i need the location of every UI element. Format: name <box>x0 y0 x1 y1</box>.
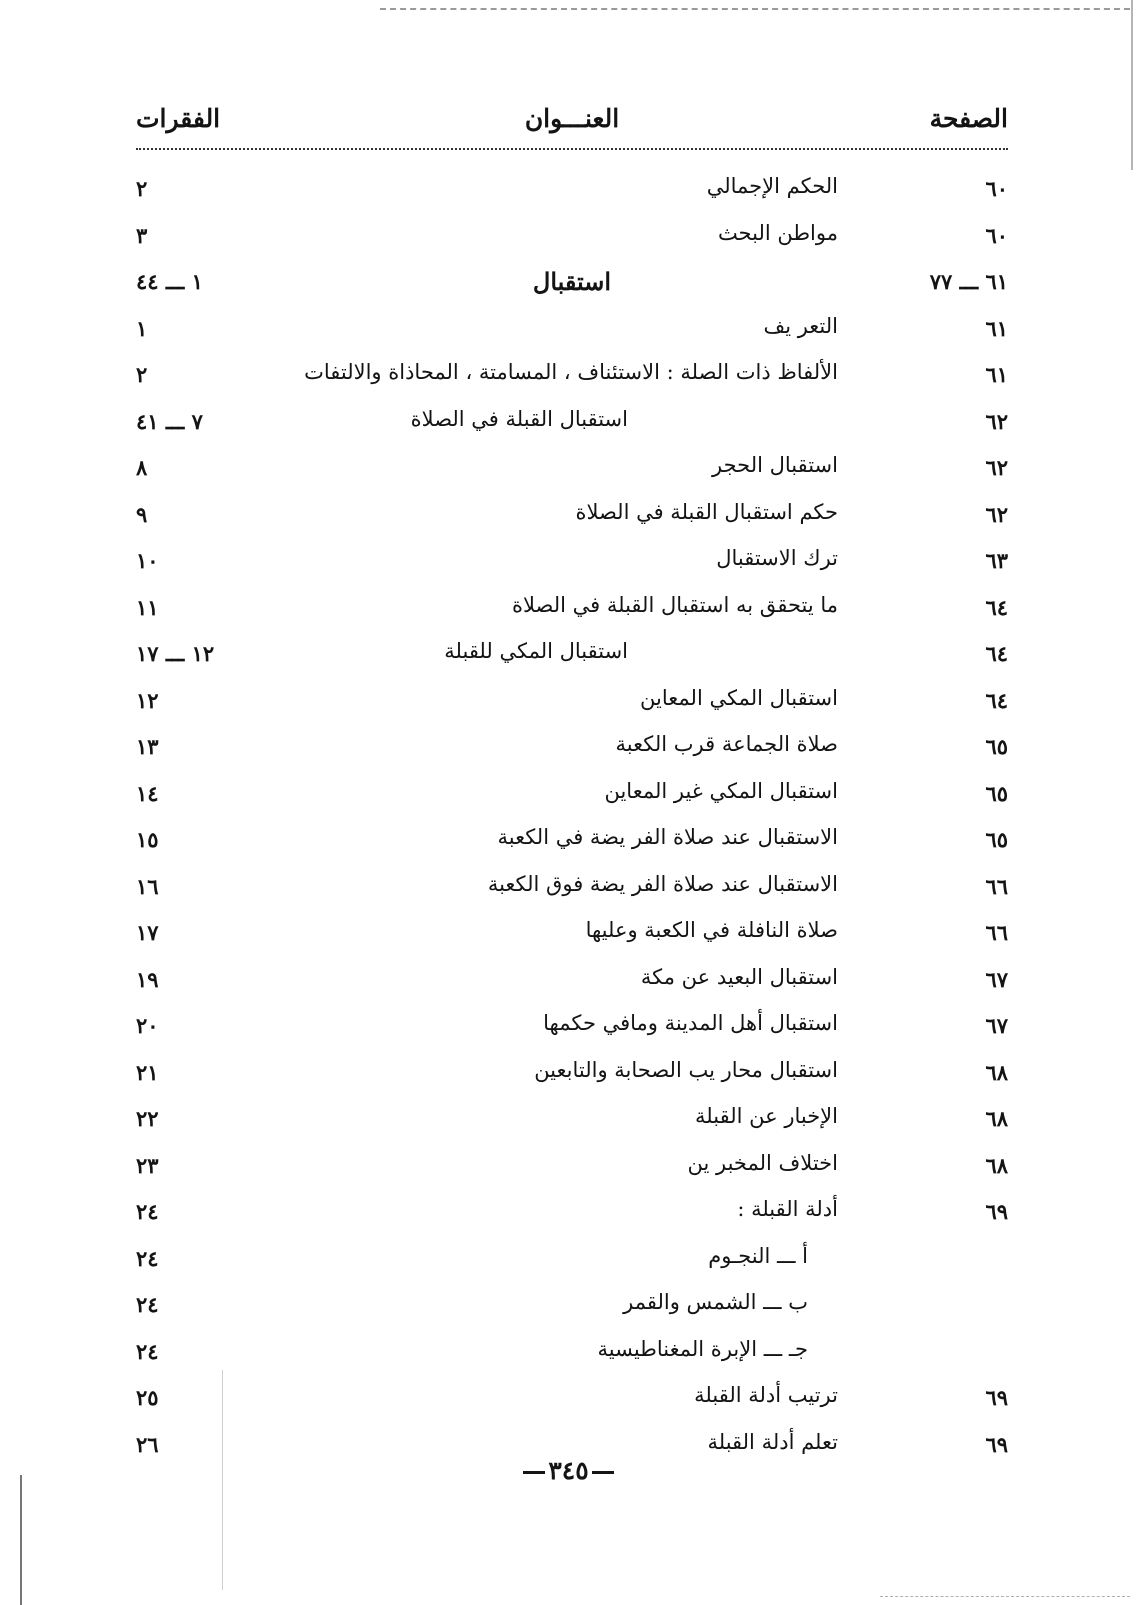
entry-title: استقبال محار يب الصحابة والتابعين <box>534 1057 838 1082</box>
entry-page: ٦٢ <box>985 501 1008 527</box>
index-row <box>136 1007 1008 1054</box>
entry-paragraphs: ١١ <box>136 594 159 620</box>
entry-page: ٦٩ <box>985 1199 1008 1224</box>
entry-page: ٦١ ـــ ٧٧ <box>929 269 1008 294</box>
entry-paragraphs: ٢٠ <box>136 1013 159 1038</box>
paragraphs-column-heading: الفقرات <box>136 104 221 133</box>
entry-paragraphs: ١٦ <box>136 873 159 899</box>
entry-title: حكم استقبال القبلة في الصلاة <box>575 499 838 524</box>
entry-page: ٦١ <box>985 362 1008 387</box>
entry-page: ٦٥ <box>985 827 1008 852</box>
entry-title: التعر يف <box>763 313 838 338</box>
entry-paragraphs: ١٤ <box>136 780 159 806</box>
entry-paragraphs: ٢٦ <box>136 1431 159 1457</box>
index-row <box>136 403 1008 450</box>
index-row <box>136 728 1008 775</box>
entry-title: استقبال المكي المعاين <box>640 685 838 710</box>
entry-page: ٦٨ <box>985 1059 1008 1085</box>
entry-page: ٦٩ <box>985 1385 1008 1410</box>
index-row <box>136 217 1008 264</box>
index-row <box>136 821 1008 868</box>
entry-paragraphs: ٢٤ <box>136 1338 159 1364</box>
entry-title: استقبال الحجر <box>712 453 838 477</box>
entry-paragraphs: ٢ <box>136 176 148 201</box>
index-row <box>136 1054 1008 1101</box>
index-row <box>136 356 1008 403</box>
entry-paragraphs: ٨ <box>136 455 148 480</box>
index-row <box>136 868 1008 915</box>
entry-paragraphs: ١٢ <box>136 687 159 713</box>
index-row <box>136 449 1008 496</box>
entry-page: ٦٠ <box>985 176 1008 201</box>
entry-title: الإخبار عن القبلة <box>695 1104 838 1128</box>
entry-paragraphs: ٢٤ <box>136 1292 159 1317</box>
entry-title: صلاة الجماعة قرب الكعبة <box>615 732 838 756</box>
entry-page: ٦٤ <box>985 641 1008 666</box>
entry-paragraphs: ١ <box>136 315 148 341</box>
entry-title: استقبال <box>532 267 612 296</box>
entry-page: ٦٢ <box>985 408 1008 434</box>
entry-paragraphs: ١٣ <box>136 734 159 759</box>
entry-page: ٦٤ <box>985 594 1008 620</box>
entry-paragraphs: ٢١ <box>136 1059 159 1085</box>
entry-paragraphs: ٩ <box>136 501 148 527</box>
entry-page: ٦٩ <box>985 1431 1008 1457</box>
entry-paragraphs: ٢ <box>136 362 148 387</box>
index-row <box>136 170 1008 217</box>
entry-title: أدلة القبلة : <box>737 1197 838 1221</box>
entry-paragraphs: ١٢ ـــ ١٧ <box>136 641 215 666</box>
entry-paragraphs: ١٧ <box>136 920 159 945</box>
index-row <box>136 1147 1008 1194</box>
entry-title: مواطن البحث <box>717 220 838 245</box>
page-number: ٣٤٥ <box>548 1456 589 1485</box>
index-row <box>136 1286 1008 1333</box>
index-row <box>136 1333 1008 1380</box>
entry-title: الاستقبال عند صلاة الفر يضة في الكعبة <box>497 825 838 849</box>
entry-page: ٦٠ <box>985 222 1008 248</box>
entry-title: الاستقبال عند صلاة الفر يضة فوق الكعبة <box>487 871 838 896</box>
index-row <box>136 961 1008 1008</box>
entry-title: ترك الاستقبال <box>716 546 838 570</box>
entry-title: استقبال المكي غير المعاين <box>604 778 838 803</box>
page-column-heading: الصفحة <box>929 104 1008 133</box>
page-number-footer <box>0 1456 1137 1485</box>
entry-paragraphs: ٢٤ <box>136 1245 159 1271</box>
entry-title: استقبال البعيد عن مكة <box>640 964 838 989</box>
entry-paragraphs: ١٩ <box>136 966 159 992</box>
entry-paragraphs: ٢٥ <box>136 1385 159 1410</box>
index-row <box>136 589 1008 636</box>
entry-title: الألفاظ ذات الصلة : الاستئناف ، المسامتة ، المحاذاة والالتفات <box>304 360 838 384</box>
entry-paragraphs: ٧ ـــ ٤١ <box>136 408 203 434</box>
entry-page: ٦٤ <box>985 687 1008 713</box>
entry-title: أ ـــ النجـوم <box>708 1243 808 1268</box>
scan-edge-bottom <box>880 1596 1130 1597</box>
entry-page: ٦٦ <box>985 920 1008 945</box>
index-row <box>136 310 1008 357</box>
entry-paragraphs: ٢٣ <box>136 1152 159 1178</box>
entry-page: ٦٧ <box>985 1013 1008 1038</box>
index-row <box>136 914 1008 961</box>
entry-page: ٦٥ <box>985 734 1008 759</box>
index-row <box>136 542 1008 589</box>
index-row <box>136 635 1008 682</box>
entry-title: ترتيب أدلة القبلة <box>694 1383 838 1407</box>
entry-page: ٦١ <box>985 315 1008 341</box>
scan-edge-left <box>20 1475 22 1605</box>
entry-title: جـ ـــ الإبرة المغناطيسية <box>597 1336 808 1361</box>
entry-paragraphs: ١٠ <box>136 548 159 573</box>
column-header <box>136 104 1008 150</box>
scan-edge-top <box>380 8 1130 10</box>
entry-title: استقبال أهل المدينة ومافي حكمها <box>543 1011 838 1035</box>
entry-paragraphs: ١٥ <box>136 827 159 852</box>
entry-title: ب ـــ الشمس والقمر <box>623 1290 808 1314</box>
index-row <box>136 682 1008 729</box>
index-row <box>136 496 1008 543</box>
index-entries <box>136 170 1008 1472</box>
entry-title: استقبال المكي للقبلة <box>444 639 628 663</box>
index-row <box>136 1100 1008 1147</box>
entry-title: ما يتحقق به استقبال القبلة في الصلاة <box>512 592 838 617</box>
index-row <box>136 775 1008 822</box>
footer-dash-right <box>592 1471 614 1474</box>
entry-page: ٦٧ <box>985 966 1008 992</box>
entry-page: ٦٨ <box>985 1106 1008 1131</box>
entry-title: استقبال القبلة في الصلاة <box>410 406 628 431</box>
entry-title: تعلم أدلة القبلة <box>707 1429 838 1454</box>
scan-edge-right <box>1131 0 1133 170</box>
entry-title: اختلاف المخبر ين <box>687 1150 838 1175</box>
entry-page: ٦٦ <box>985 873 1008 899</box>
title-column-heading: العنـــوان <box>524 104 620 133</box>
index-section-row <box>136 263 1008 310</box>
entry-paragraphs: ٣ <box>136 222 148 248</box>
entry-title: الحكم الإجمالي <box>706 174 838 198</box>
entry-page: ٦٢ <box>985 455 1008 480</box>
index-row <box>136 1193 1008 1240</box>
entry-page: ٦٨ <box>985 1152 1008 1178</box>
entry-paragraphs: ١ ـــ ٤٤ <box>136 269 203 294</box>
index-row <box>136 1379 1008 1426</box>
index-row <box>136 1240 1008 1287</box>
entry-page: ٦٣ <box>985 548 1008 573</box>
entry-paragraphs: ٢٢ <box>136 1106 159 1131</box>
entry-paragraphs: ٢٤ <box>136 1199 159 1224</box>
entry-page: ٦٥ <box>985 780 1008 806</box>
entry-title: صلاة النافلة في الكعبة وعليها <box>585 918 838 942</box>
footer-dash-left <box>523 1471 545 1474</box>
